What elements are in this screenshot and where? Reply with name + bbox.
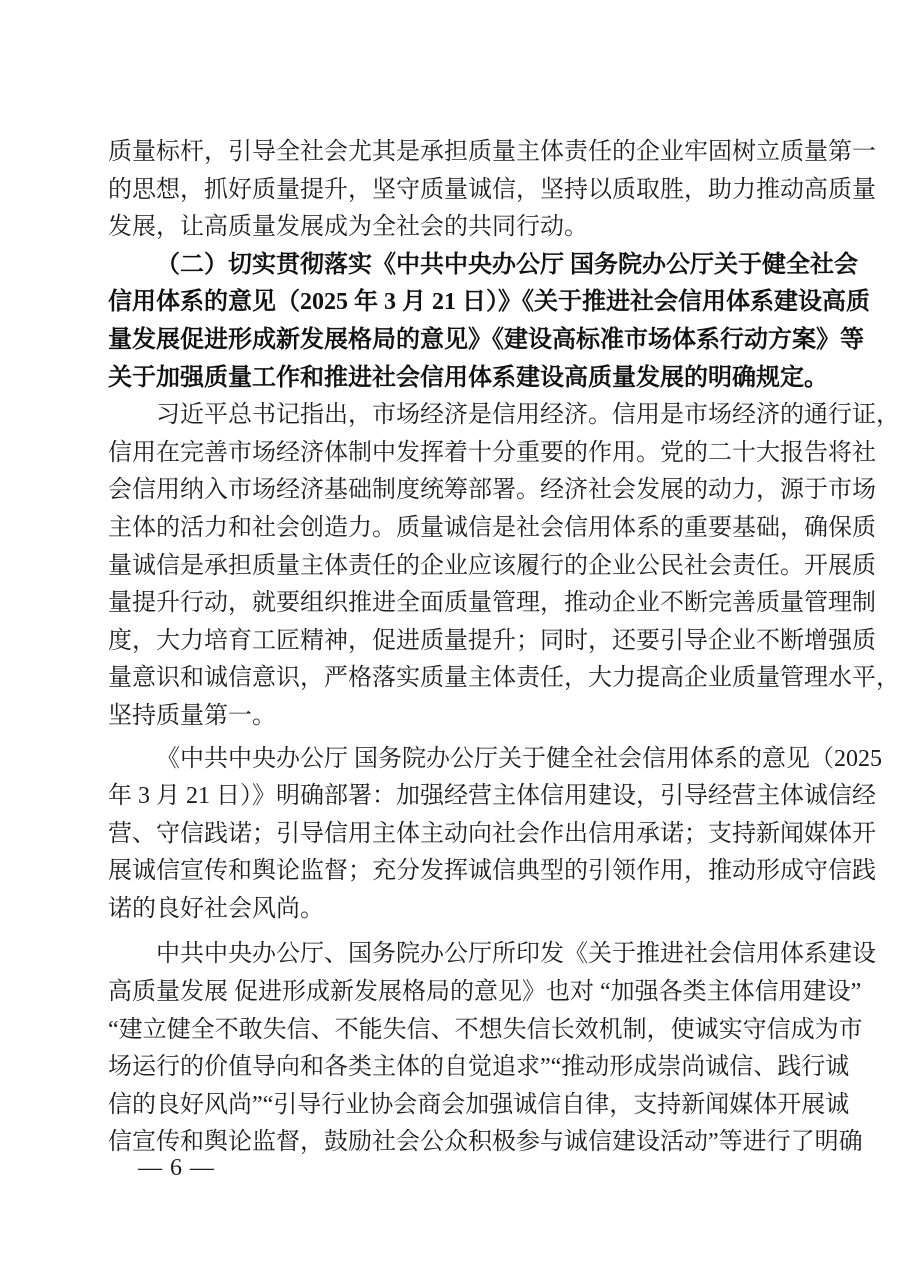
text-line: 《中共中央办公厅 国务院办公厅关于健全社会信用体系的意见（2025 [156,745,882,772]
text-line: 量提升行动，就要组织推进全面质量管理，推动企业不断完善质量管理制 [108,590,876,617]
text-line: 中共中央办公厅、国务院办公厅所印发《关于推进社会信用体系建设 [156,941,876,968]
text-line: “建立健全不敢失信、不能失信、不想失信长效机制，使诚实守信成为市 [108,1016,863,1043]
text-line: 主体的活力和社会创造力。质量诚信是社会信用体系的重要基础，确保质 [108,514,876,541]
paragraph [108,936,876,1162]
page-number: — 6 — [138,1155,215,1181]
text-line: （二）切实贯彻落实《中共中央办公厅 国务院办公厅关于健全社会 [156,251,858,278]
text-line: 关于加强质量工作和推进社会信用体系建设高质量发展的明确规定。 [108,364,828,391]
text-line: 坚持质量第一。 [108,702,276,729]
text-line: 信的良好风尚”“引导行业协会商会加强诚信自律，支持新闻媒体开展诚 [108,1091,850,1118]
text-line: 发展，让高质量发展成为全社会的共同行动。 [108,214,588,241]
text-line: 质量标杆，引导全社会尤其是承担质量主体责任的企业牢固树立质量第一 [108,139,876,165]
text-line: 诺的良好社会风尚。 [108,895,324,922]
text-line: 场运行的价值导向和各类主体的自觉追求”“推动形成崇尚诚信、践行诚 [108,1054,850,1081]
paragraph [108,741,882,929]
paragraph [108,247,870,397]
text-line: 信用在完善市场经济体制中发挥着十分重要的作用。党的二十大报告将社 [108,439,876,466]
text-line: 会信用纳入市场经济基础制度统筹部署。经济社会发展的动力，源于市场 [108,477,876,504]
document-body [108,134,900,1162]
text-line: 的思想，抓好质量提升，坚守质量诚信，坚持以质取胜，助力推动高质量 [108,176,876,203]
paragraph [108,397,900,735]
text-line: 度，大力培育工匠精神，促进质量提升；同时，还要引导企业不断增强质 [108,627,876,654]
paragraph [108,134,876,247]
text-line: 量诚信是承担质量主体责任的企业应该履行的企业公民社会责任。开展质 [108,552,876,579]
text-line: 信宣传和舆论监督，鼓励社会公众积极参与诚信建设活动”等进行了明确 [108,1129,863,1156]
text-line: 量发展促进形成新发展格局的意见》《建设高标准市场体系行动方案》等 [108,326,864,353]
text-line: 展诚信宣传和舆论监督；充分发挥诚信典型的引领作用，推动形成守信践 [108,858,876,885]
text-line: 年 3 月 21 日）》明确部署：加强经营主体信用建设，引导经营主体诚信经 [108,783,876,810]
text-line: 营、守信践诺；引导信用主体主动向社会作出信用承诺；支持新闻媒体开 [108,820,876,847]
text-line: 量意识和诚信意识，严格落实质量主体责任，大力提高企业质量管理水平， [108,665,900,692]
text-line: 高质量发展 促进形成新发展格局的意见》也对 “加强各类主体信用建设” [108,979,862,1006]
text-line: 习近平总书记指出，市场经济是信用经济。信用是市场经济的通行证， [156,402,900,429]
text-line: 信用体系的意见（2025 年 3 月 21 日）》《关于推进社会信用体系建设高质 [108,289,870,316]
